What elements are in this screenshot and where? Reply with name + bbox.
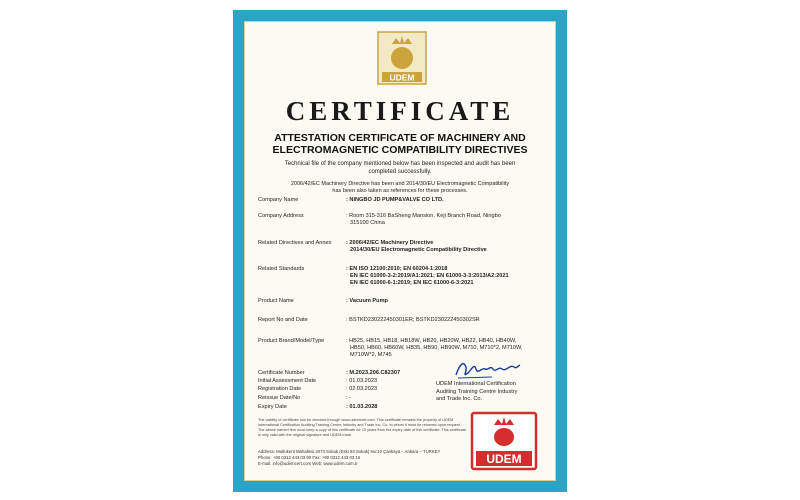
udem-seal-icon [470, 411, 538, 471]
company-name-value: : NINGBO JD PUMP&VALVE CO LTD. [346, 197, 444, 203]
certificate-subtitle: ATTESTATION CERTIFICATE OF MACHINERY AND ELECTROMAGNETIC COMPATIBILITY DIRECTIVES [272, 132, 528, 156]
initial-assessment-label: Initial Assessment Date [258, 378, 317, 384]
registration-date-label: Registration Date [258, 386, 302, 392]
company-name-label: Company Name [258, 197, 299, 203]
brand-model-label: Product Brand/Model/Type [258, 338, 325, 344]
intro-text: Technical file of the company mentioned below has been inspected and audit has been completed successfully. [284, 161, 516, 175]
product-name-label: Product Name [258, 298, 294, 304]
directives-value: : 2006/42/EC Machinery Directive 2014/30/EU Electromagnetic Compatibility Directive [346, 240, 487, 253]
standards-label: Related Standards [258, 266, 305, 272]
company-address-value: : Room 315-316 BaSheng Mansion, Keji Branch Road, Ningbo 315100 China [346, 213, 501, 226]
directives-label: Related Directives and Annex [258, 240, 332, 246]
company-address-label: Company Address [258, 213, 304, 219]
certificate-title: CERTIFICATE [285, 96, 515, 126]
initial-assessment-value: : 01.03.2023 [346, 378, 378, 384]
registration-date-value: : 02.03.2023 [346, 386, 378, 392]
directive-reference-text: 2006/42/EC Machinery Directive has been and 2014/30/EU Electromagnetic Compatibility has been also taken as references for these processes. [290, 181, 510, 194]
udem-logo [376, 30, 428, 86]
certificate-number-value: : M.2023.206.C82307 [346, 370, 401, 376]
expiry-date-label: Expiry Date [258, 404, 287, 410]
signature-icon [452, 357, 522, 383]
svg-text:UDEM: UDEM [486, 452, 522, 466]
issuer-address: Address: Mutlukent Mahallesi 2073 Sokak (Eski 93 Sokak) No:10 Çankaya – Ankara – TURKEY Phone: +90 0312 443 03 90 Fax: +90 0312 443 03 16 E-mail: info@udemcert.com Web: www.udem.com.tr [258, 449, 441, 466]
expiry-date-value: : 01.03.2028 [346, 404, 378, 410]
reissue-date-label: Reissue Date/No [258, 395, 301, 401]
validity-fine-print: The validity of certificate can be checked through www.udemcert.com. This certificate remains the property of UDEM International Certification Auditing Training Centre Industry and Trade Inc. Co. to whom it must be returned upon request. The above named firm must keep a copy of this certificate for 15 years from the expiry date of this certificate. This certificate is only valid with the original signature and UDEM mark. [258, 418, 467, 437]
product-name-value: : Vacuum Pump [346, 298, 388, 304]
report-no-label: Report No and Date [258, 317, 308, 323]
report-no-value: : BSTKD230222450301ER; BSTKD230222450302SR [346, 317, 480, 323]
standards-value: : EN ISO 12100:2010; EN 60204-1:2018 EN IEC 61000-3-2:2019/A1:2021; EN 61000-3-3:2013/A2:2021 EN IEC 61000-6-1:2019; EN IEC 61000-6-3:2021 [346, 266, 509, 286]
issuing-authority: UDEM International Certification Auditing Training Centre Industry and Trade Inc. Co. [436, 381, 518, 402]
reissue-date-value: : - [346, 395, 351, 401]
certificate-number-label: Certificate Number [258, 370, 305, 376]
svg-text:UDEM: UDEM [389, 72, 415, 83]
brand-model-value: : HB25, HB15, HB18, HB18W, HB20, HB20W, HB22, HB40, HB40W, HB50, HB60, HB60W, HB35, HB90, HB90W, M710, M710*2, M710W, M710W*2, M745 [346, 338, 523, 358]
